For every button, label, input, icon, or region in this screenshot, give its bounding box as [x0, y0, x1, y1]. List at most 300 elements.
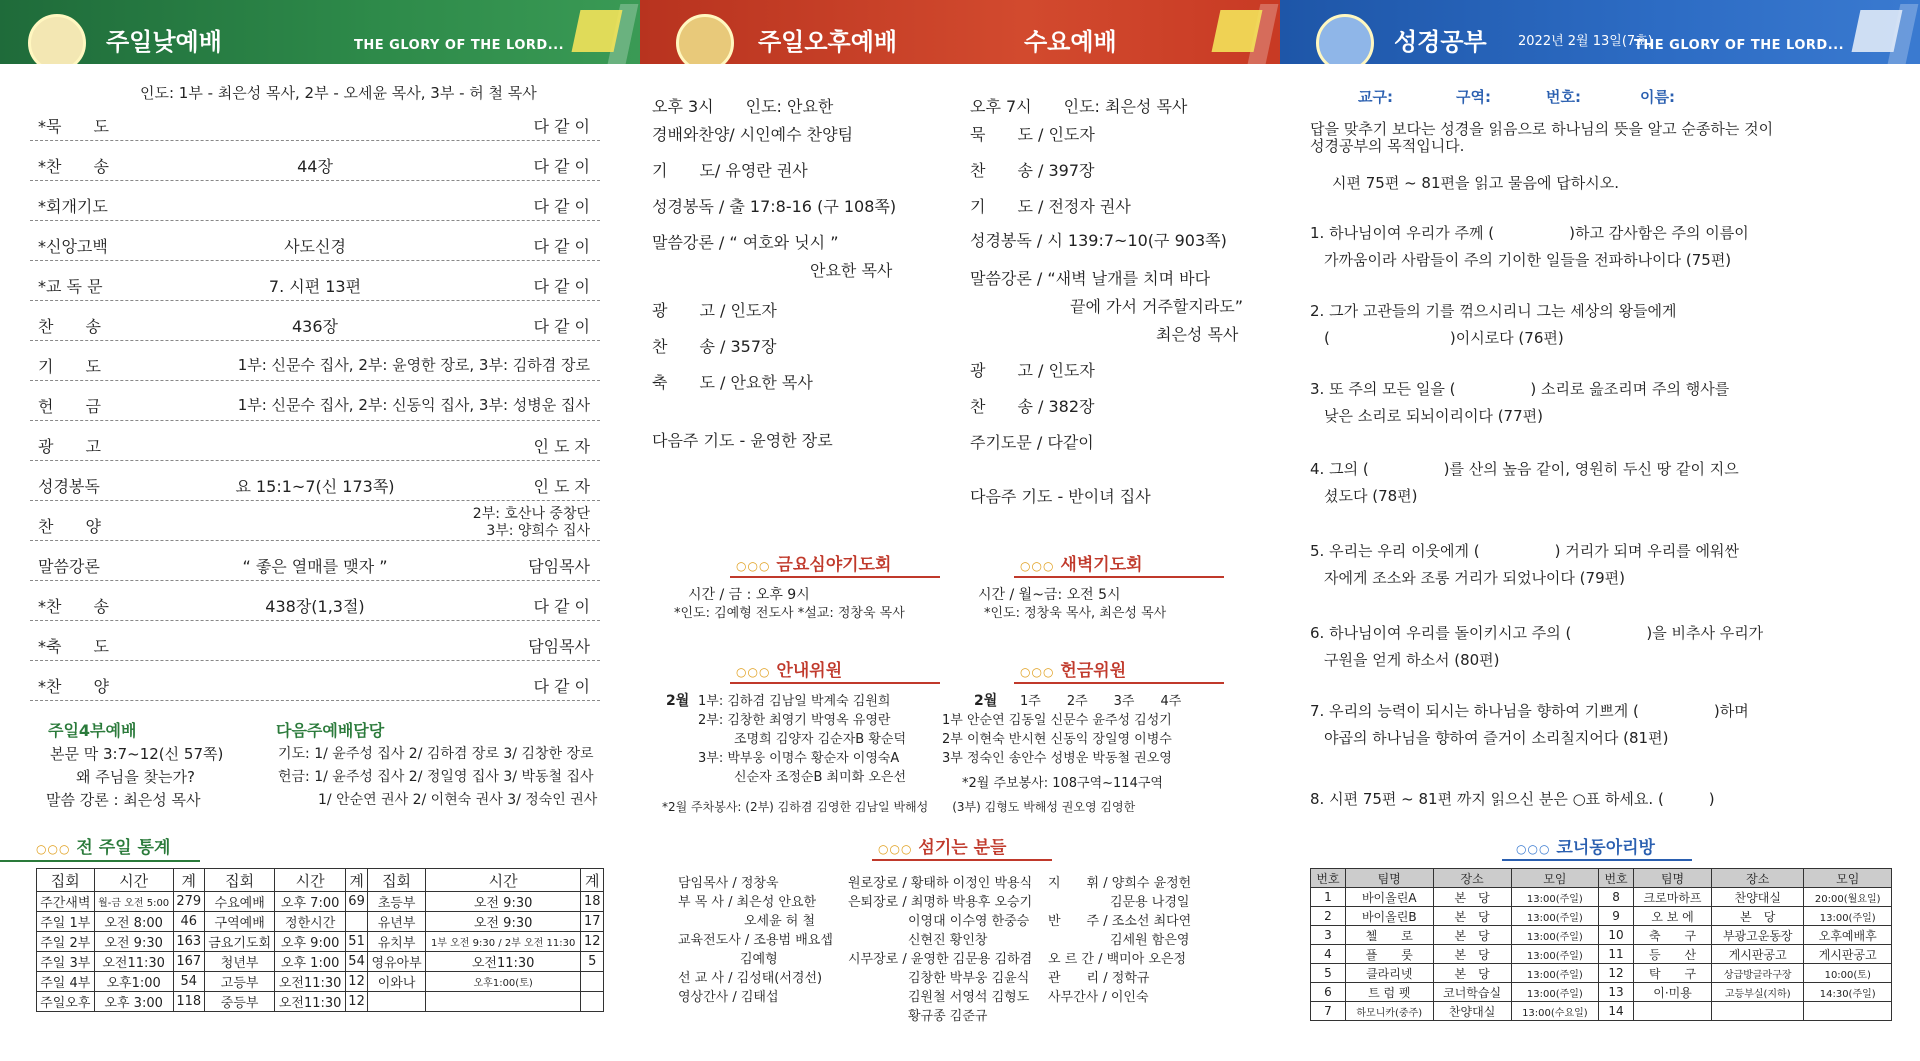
- table-cell: 7: [1311, 1002, 1346, 1021]
- table-cell: 정한시간: [275, 912, 345, 932]
- table-cell: 13:00(수요일): [1511, 1002, 1598, 1021]
- stats-title-text: 전 주일 통계: [76, 838, 171, 858]
- table-cell: 주일 3부: [37, 952, 95, 972]
- afternoon-item: 다음주 기도 - 윤영한 장로: [652, 431, 833, 450]
- table-header-cell: 모임: [1511, 869, 1598, 888]
- order-leader: 다 같 이: [533, 117, 590, 136]
- staff-item: 오 르 간 / 백미아 오은정: [1048, 952, 1187, 967]
- order-row: [30, 144, 600, 181]
- order-label: *찬 양: [38, 677, 109, 696]
- table-cell: 14:30(주일): [1804, 983, 1892, 1002]
- table-cell: 11: [1599, 945, 1634, 964]
- order-label: 헌 금: [38, 397, 101, 416]
- table-cell: 부광고운동장: [1712, 926, 1804, 945]
- table-cell: 바이올린A: [1345, 888, 1433, 907]
- afternoon-item: 말씀강론 / “ 여호와 닛시 ”: [652, 233, 839, 252]
- table-header-cell: 계: [345, 869, 367, 892]
- staff-item: 사무간사 / 이인숙: [1048, 990, 1149, 1005]
- stats-table: [36, 868, 604, 1012]
- table-cell: 4: [1311, 945, 1346, 964]
- table-header-cell: 번호: [1599, 869, 1634, 888]
- staff-item: 이영대 이수영 한중승: [908, 914, 1030, 929]
- afternoon-worship-header: [640, 0, 1280, 64]
- table-cell: 오전 9:30: [425, 912, 581, 932]
- order-content: “ 좋은 열매를 맺자 ”: [242, 557, 388, 576]
- table-cell: 오전 9:30: [94, 932, 173, 952]
- wednesday-item: 다음주 기도 - 반이녀 집사: [970, 487, 1151, 506]
- table-cell: 이와나: [368, 972, 426, 992]
- bible-study-title: 성경공부: [1394, 28, 1487, 56]
- table-cell: [581, 992, 604, 1012]
- order-row: [30, 424, 600, 461]
- staff-item: 시무장로 / 윤영한 김문용 김하겸: [848, 952, 1033, 967]
- table-cell: 13:00(주일): [1804, 907, 1892, 926]
- study-intro-2: 성경공부의 목적입니다.: [1310, 137, 1465, 155]
- divider: [872, 859, 1052, 861]
- order-label: 기 도: [38, 357, 101, 376]
- staff-item: 반 주 / 조소선 최다연: [1048, 914, 1192, 929]
- table-cell: [425, 992, 581, 1012]
- order-label: *축 도: [38, 637, 109, 656]
- table-cell: 167: [173, 952, 204, 972]
- wednesday-item: 최은성 목사: [1156, 325, 1239, 344]
- header-photo: [28, 14, 86, 64]
- friday-prayer-time: 시간 / 금 : 오후 9시: [688, 587, 810, 603]
- divider: [1014, 682, 1224, 684]
- dawn-prayer-title: [1020, 550, 1143, 575]
- usher-line: 3부: 박부웅 이명수 황순자 이영숙A: [698, 751, 900, 766]
- table-cell: 트 럼 펫: [1345, 983, 1433, 1002]
- next-week-duty-title: 다음주예배담당: [276, 721, 385, 740]
- table-cell: 279: [173, 892, 204, 912]
- order-label: *회개기도: [38, 197, 108, 216]
- question-line: 8. 시편 75편 ~ 81편 까지 읽으신 분은 ○표 하세요. ( ): [1310, 790, 1715, 808]
- table-cell: 클라리넷: [1345, 964, 1433, 983]
- table-cell: 주일 1부: [37, 912, 95, 932]
- table-row: [1311, 983, 1892, 1002]
- table-header-cell: 계: [173, 869, 204, 892]
- table-cell: 코너학습실: [1433, 983, 1511, 1002]
- question-line: 7. 우리의 능력이 되시는 하나님을 향하여 기쁘게 ( )하며: [1310, 702, 1749, 720]
- usher-line: 2부: 김창한 최영기 박영옥 유영란: [698, 713, 891, 728]
- table-cell: 54: [345, 952, 367, 972]
- table-cell: 3: [1311, 926, 1346, 945]
- table-row: [37, 932, 604, 952]
- order-content: 7. 시편 13편: [268, 277, 362, 296]
- next-week-prayer: 기도: 1/ 윤주성 집사 2/ 김하겸 장로 3/ 김창한 장로: [278, 746, 594, 762]
- staff-title: [878, 833, 1006, 858]
- table-cell: 20:00(월요일): [1804, 888, 1892, 907]
- staff-item: 신현진 황인창: [908, 933, 988, 948]
- table-row: [1311, 1002, 1892, 1021]
- staff-item: 김원철 서영석 김형도: [908, 990, 1030, 1005]
- friday-prayer-title-text: 금요심야기도회: [776, 555, 892, 575]
- table-header-cell: 장소: [1712, 869, 1804, 888]
- header-photo: [1316, 14, 1374, 64]
- table-row: [37, 972, 604, 992]
- divider: [0, 860, 200, 862]
- table-cell: [345, 912, 367, 932]
- bible-study-header: [1280, 0, 1920, 64]
- wednesday-item: 끝에 가서 거주할지라도”: [1070, 297, 1244, 316]
- staff-title-text: 섬기는 분들: [918, 838, 1007, 858]
- fourth-service-sermon: 왜 주님을 찾는가?: [76, 768, 195, 786]
- table-cell: 13:00(주일): [1511, 907, 1598, 926]
- afternoon-worship-title: 주일오후예배: [758, 28, 898, 56]
- wednesday-item: 찬 송 / 382장: [970, 397, 1095, 416]
- order-row: [30, 384, 600, 421]
- order-leader: 1부: 신문수 집사, 2부: 윤영한 장로, 3부: 김하겸 장로: [237, 356, 590, 374]
- order-label: 성경봉독: [38, 477, 100, 496]
- table-row: [1311, 888, 1892, 907]
- order-row: [30, 104, 600, 141]
- divider: [1502, 859, 1692, 861]
- question-line-2: ( )이시로다 (76편): [1324, 329, 1564, 347]
- table-cell: 14: [1599, 1002, 1634, 1021]
- field-district: 구역:: [1456, 88, 1491, 106]
- wednesday-item: 광 고 / 인도자: [970, 361, 1095, 380]
- wednesday-worship-title: 수요예배: [1024, 28, 1117, 56]
- question-line: 1. 하나님이여 우리가 주께 ( )하고 감사함은 주의 이름이: [1310, 224, 1749, 242]
- dots-icon: ○○○: [36, 842, 71, 856]
- order-row: [30, 504, 600, 541]
- offering-line: 1부 안순연 김동일 신문수 윤주성 김성기: [942, 713, 1172, 728]
- order-leader: 다 같 이: [533, 237, 590, 256]
- table-cell: 본 당: [1433, 945, 1511, 964]
- table-cell: [1634, 1002, 1712, 1021]
- table-cell: 첼 로: [1345, 926, 1433, 945]
- afternoon-item: 광 고 / 인도자: [652, 301, 777, 320]
- table-cell: 2: [1311, 907, 1346, 926]
- table-header-cell: 시간: [425, 869, 581, 892]
- dots-icon: ○○○: [878, 842, 913, 856]
- staff-item: 담임목사 / 정창욱: [678, 876, 779, 891]
- table-cell: 상급방글라구장: [1712, 964, 1804, 983]
- table-row: [1311, 907, 1892, 926]
- table-cell: 13:00(주일): [1511, 888, 1598, 907]
- table-cell: 찬양대실: [1712, 888, 1804, 907]
- wednesday-item: 묵 도 / 인도자: [970, 125, 1095, 144]
- parking-service: *2월 주차봉사: (2부) 김하겸 김영한 김남일 박해성 (3부) 김형도 박해성 권오영 김영한: [662, 800, 1136, 814]
- order-leader: 다 같 이: [533, 677, 590, 696]
- table-cell: 51: [345, 932, 367, 952]
- study-intro: 답을 맞추기 보다는 성경을 읽음으로 하나님의 뜻을 알고 순종하는 것이: [1310, 120, 1774, 138]
- table-cell: 금요기도회: [204, 932, 275, 952]
- question-line-2: 자에게 조소와 조롱 거리가 되었나이다 (79편): [1324, 569, 1625, 587]
- wednesday-item: 말씀강론 / “새벽 날개를 치며 바다: [970, 269, 1211, 288]
- sunday-worship-title: 주일낮예배: [106, 28, 222, 56]
- order-leader: 다 같 이: [533, 157, 590, 176]
- table-header-cell: 장소: [1433, 869, 1511, 888]
- afternoon-item: 축 도 / 안요한 목사: [652, 373, 813, 392]
- table-row: [37, 912, 604, 932]
- table-cell: 13:00(주일): [1511, 945, 1598, 964]
- table-cell: 본 당: [1433, 907, 1511, 926]
- staff-item: 지 휘 / 양희수 윤정헌: [1048, 876, 1192, 891]
- friday-prayer-leaders: *인도: 김예형 전도사 *설교: 정창욱 목사: [674, 606, 905, 621]
- table-row: [37, 952, 604, 972]
- dots-icon: ○○○: [1020, 559, 1055, 573]
- table-cell: 오전 9:30: [425, 892, 581, 912]
- worship-leaders: 인도: 1부 - 최은성 목사, 2부 - 오세윤 목사, 3부 - 허 철 목사: [140, 84, 537, 102]
- order-leader: 인 도 자: [533, 477, 590, 496]
- table-cell: 1부 오전 9:30 / 2부 오전 11:30: [425, 932, 581, 952]
- table-header-row: [37, 869, 604, 892]
- question-line: 4. 그의 ( )를 산의 높음 같이, 영원히 두신 땅 같이 지으: [1310, 460, 1739, 478]
- divider: [730, 682, 940, 684]
- question-line: 5. 우리는 우리 이웃에게 ( ) 거리가 되며 우리를 에워싼: [1310, 542, 1739, 560]
- order-row: [30, 264, 600, 301]
- table-row: [37, 892, 604, 912]
- table-cell: 유년부: [368, 912, 426, 932]
- question-line-2: 셨도다 (78편): [1324, 487, 1418, 505]
- offering-weeks: 1주 2주 3주 4주: [1020, 694, 1182, 709]
- afternoon-item: 성경봉독 / 출 17:8-16 (구 108쪽): [652, 197, 897, 216]
- table-cell: 10:00(토): [1804, 964, 1892, 983]
- order-leader: 담임목사: [528, 637, 590, 656]
- dots-icon: ○○○: [1020, 665, 1055, 679]
- table-cell: 오후1:00: [94, 972, 173, 992]
- staff-item: 은퇴장로 / 최명하 박용후 오승기: [848, 895, 1033, 910]
- table-cell: 46: [173, 912, 204, 932]
- dots-icon: ○○○: [1516, 842, 1551, 856]
- table-cell: [581, 972, 604, 992]
- staff-item: 김문용 나경일: [1110, 895, 1190, 910]
- table-cell: 오후1:00(토): [425, 972, 581, 992]
- afternoon-item: 기 도/ 유영란 권사: [652, 161, 808, 180]
- dawn-prayer-leaders: *인도: 정창욱 목사, 최은성 목사: [984, 606, 1167, 621]
- table-cell: 오후 9:00: [275, 932, 345, 952]
- bulletin-service: *2월 주보봉사: 108구역~114구역: [962, 776, 1163, 791]
- afternoon-item: 안요한 목사: [810, 261, 893, 280]
- table-cell: 본 당: [1433, 964, 1511, 983]
- table-cell: 오전11:30: [275, 992, 345, 1012]
- table-cell: 유치부: [368, 932, 426, 952]
- table-cell: 오전 8:00: [94, 912, 173, 932]
- usher-line: 1부: 김하겸 김남일 박계숙 김원희: [698, 694, 891, 709]
- order-leader: 다 같 이: [533, 317, 590, 336]
- staff-item: 김세원 함은영: [1110, 933, 1190, 948]
- table-cell: 오전11:30: [94, 952, 173, 972]
- table-cell: 하모니카(중주): [1345, 1002, 1433, 1021]
- header-decoration: [572, 10, 623, 52]
- table-row: [1311, 964, 1892, 983]
- staff-item: 교육전도사 / 조용범 배요셉: [678, 933, 833, 948]
- question-line-2: 야곱의 하나님을 향하여 즐거이 소리칠지어다 (81편): [1324, 729, 1669, 747]
- table-cell: 13:00(주일): [1511, 983, 1598, 1002]
- order-content: 438장(1,3절): [265, 597, 365, 616]
- table-cell: 54: [173, 972, 204, 992]
- staff-item: 김예형: [740, 952, 778, 967]
- usher-title: [736, 656, 842, 681]
- order-row: [30, 664, 600, 701]
- table-header-cell: 집회: [204, 869, 275, 892]
- afternoon-item: 경배와찬양/ 시인예수 찬양팀: [652, 125, 854, 144]
- staff-item: 선 교 사 / 김성태(서경선): [678, 971, 823, 986]
- table-row: [37, 992, 604, 1012]
- order-content: 요 15:1~7(신 173쪽): [235, 477, 395, 496]
- table-cell: 69: [345, 892, 367, 912]
- order-content: 사도신경: [284, 237, 346, 256]
- sunday-worship-column: [0, 0, 640, 1061]
- question-line: 2. 그가 고관들의 기를 꺾으시리니 그는 세상의 왕들에게: [1310, 302, 1677, 320]
- table-row: [1311, 926, 1892, 945]
- staff-item: 황규종 김준규: [908, 1009, 988, 1024]
- dots-icon: ○○○: [736, 559, 771, 573]
- field-name: 이름:: [1640, 88, 1675, 106]
- table-cell: 오전11:30: [425, 952, 581, 972]
- table-cell: 바이올린B: [1345, 907, 1433, 926]
- table-cell: 본 당: [1433, 926, 1511, 945]
- club-table: [1310, 868, 1892, 1021]
- order-leader: 1부: 신문수 집사, 2부: 신동익 집사, 3부: 성병운 집사: [237, 396, 590, 414]
- order-row: [30, 224, 600, 261]
- order-leader: 담임목사: [528, 557, 590, 576]
- stats-section-title: [36, 833, 170, 858]
- order-label: *찬 송: [38, 157, 109, 176]
- usher-line: 조명희 김양자 김순자B 황순덕: [734, 732, 907, 747]
- question-line: 6. 하나님이여 우리를 돌이키시고 주의 ( )을 비추사 우리가: [1310, 624, 1764, 642]
- table-cell: 5: [1311, 964, 1346, 983]
- order-row: [30, 624, 600, 661]
- field-number: 번호:: [1546, 88, 1581, 106]
- table-cell: 축 구: [1634, 926, 1712, 945]
- order-row: [30, 584, 600, 621]
- header-decoration: [1212, 10, 1263, 52]
- wednesday-item: 기 도 / 전정자 권사: [970, 197, 1131, 216]
- table-row: [1311, 945, 1892, 964]
- order-label: *신앙고백: [38, 237, 108, 256]
- table-cell: 13:00(주일): [1511, 926, 1598, 945]
- table-cell: [1804, 1002, 1892, 1021]
- table-cell: 고등부실(지하): [1712, 983, 1804, 1002]
- table-header-cell: 번호: [1311, 869, 1346, 888]
- table-cell: 청년부: [204, 952, 275, 972]
- table-cell: 12: [345, 992, 367, 1012]
- usher-title-text: 안내위원: [776, 661, 843, 681]
- fourth-service-text: 본문 막 3:7~12(신 57쪽): [50, 745, 224, 763]
- order-label: 광 고: [38, 437, 101, 456]
- offering-month: 2월: [974, 693, 998, 709]
- order-label: 찬 양: [38, 517, 101, 536]
- table-cell: 찬양대실: [1433, 1002, 1511, 1021]
- club-title-text: 코너동아리방: [1556, 838, 1655, 858]
- table-cell: 이·미용: [1634, 983, 1712, 1002]
- club-title: [1516, 833, 1655, 858]
- table-cell: 탁 구: [1634, 964, 1712, 983]
- table-cell: 163: [173, 932, 204, 952]
- table-cell: 주일 4부: [37, 972, 95, 992]
- staff-item: 오세윤 허 철: [744, 914, 816, 929]
- order-leader: 2부: 호산나 중창단 3부: 양희수 집사: [472, 506, 590, 539]
- next-week-offering: 헌금: 1/ 윤주성 집사 2/ 정일영 집사 3/ 박동철 집사: [278, 769, 594, 785]
- field-parish: 교구:: [1358, 88, 1393, 106]
- wednesday-item: 찬 송 / 397장: [970, 161, 1095, 180]
- dots-icon: ○○○: [736, 665, 771, 679]
- order-leader: 다 같 이: [533, 597, 590, 616]
- table-cell: 13:00(주일): [1511, 964, 1598, 983]
- table-cell: 오전11:30: [275, 972, 345, 992]
- table-cell: 10: [1599, 926, 1634, 945]
- table-cell: 9: [1599, 907, 1634, 926]
- order-label: 찬 송: [38, 317, 101, 336]
- header-tagline: THE GLORY OF THE LORD...: [1634, 38, 1845, 53]
- table-header-cell: 집회: [368, 869, 426, 892]
- afternoon-worship-column: [640, 0, 1280, 1061]
- wednesday-item: 주기도문 / 다같이: [970, 433, 1094, 452]
- table-cell: 오후 7:00: [275, 892, 345, 912]
- table-cell: 12: [581, 932, 604, 952]
- table-cell: 주간새벽: [37, 892, 95, 912]
- offering-committee-title: [1020, 656, 1126, 681]
- order-row: [30, 344, 600, 381]
- bulletin-date: 2022년 2월 13일(7호): [1518, 34, 1653, 49]
- table-cell: 중등부: [204, 992, 275, 1012]
- table-header-row: [1311, 869, 1892, 888]
- usher-month: 2월: [666, 693, 690, 709]
- question-line-2: 구원을 얻게 하소서 (80편): [1324, 651, 1500, 669]
- table-header-cell: 모임: [1804, 869, 1892, 888]
- question-line-2: 낮은 소리로 되뇌이리이다 (77편): [1324, 407, 1543, 425]
- order-row: [30, 464, 600, 501]
- table-cell: 구역예배: [204, 912, 275, 932]
- header-tagline: THE GLORY OF THE LORD...: [354, 38, 565, 53]
- sunday-worship-header: [0, 0, 640, 64]
- order-leader: 인 도 자: [533, 437, 590, 456]
- table-cell: 수요예배: [204, 892, 275, 912]
- table-cell: 초등부: [368, 892, 426, 912]
- offering-line: 3부 정숙인 송안수 성병운 박동철 권오영: [942, 751, 1172, 766]
- fourth-service-title: 주일4부예배: [48, 721, 137, 740]
- staff-item: 관 리 / 정학규: [1048, 971, 1150, 986]
- staff-item: 부 목 사 / 최은성 안요한: [678, 895, 817, 910]
- table-header-cell: 계: [581, 869, 604, 892]
- study-instruction: 시편 75편 ~ 81편을 읽고 물음에 답하시오.: [1332, 174, 1619, 192]
- fourth-service-preacher: 말씀 강론 : 최은성 목사: [46, 791, 201, 809]
- order-label: 말씀강론: [38, 557, 100, 576]
- afternoon-item: 찬 송 / 357장: [652, 337, 777, 356]
- divider: [730, 576, 940, 578]
- order-content: 44장: [297, 157, 333, 176]
- dawn-prayer-time: 시간 / 월~금: 오전 5시: [978, 587, 1121, 603]
- table-cell: 월-금 오전 5:00: [94, 892, 173, 912]
- divider: [1014, 576, 1224, 578]
- staff-item: 영상간사 / 김태섭: [678, 990, 779, 1005]
- table-cell: 영유아부: [368, 952, 426, 972]
- table-cell: 본 당: [1712, 907, 1804, 926]
- table-cell: 8: [1599, 888, 1634, 907]
- table-cell: 5: [581, 952, 604, 972]
- staff-item: 원로장로 / 황태하 이정인 박용식: [848, 876, 1033, 891]
- wednesday-item: 성경봉독 / 시 139:7~10(구 903쪽): [970, 231, 1227, 250]
- usher-line: 신순자 조정순B 최미화 오은선: [734, 770, 907, 785]
- order-label: *찬 송: [38, 597, 109, 616]
- table-cell: 게시판공고: [1712, 945, 1804, 964]
- table-cell: 18: [581, 892, 604, 912]
- table-header-cell: 시간: [275, 869, 345, 892]
- table-cell: 플 룻: [1345, 945, 1433, 964]
- table-header-cell: 집회: [37, 869, 95, 892]
- table-header-cell: 팀명: [1345, 869, 1433, 888]
- table-header-cell: 시간: [94, 869, 173, 892]
- order-row: [30, 304, 600, 341]
- table-cell: 본 당: [1433, 888, 1511, 907]
- afternoon-item: 오후 3시 인도: 안요한: [652, 97, 834, 116]
- table-cell: 주일오후: [37, 992, 95, 1012]
- offering-line: 2부 이현숙 반시현 신동익 장일영 이병수: [942, 732, 1172, 747]
- offering-committee-title-text: 헌금위원: [1060, 661, 1127, 681]
- order-content: 436장: [292, 317, 338, 336]
